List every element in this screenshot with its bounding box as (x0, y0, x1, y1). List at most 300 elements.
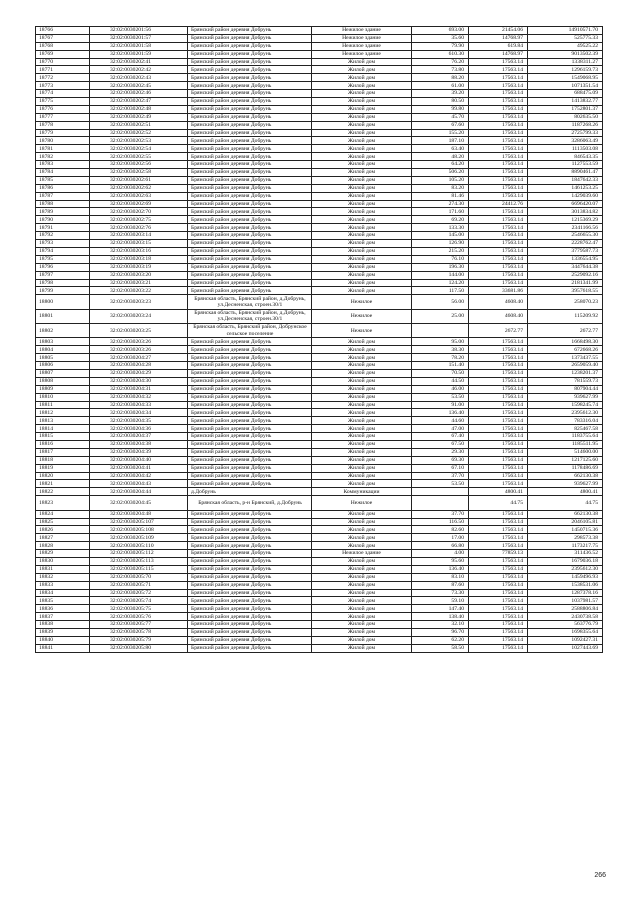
unit-cost-cell: 17563.14 (469, 542, 528, 550)
unit-cost-cell: 17563.14 (469, 176, 528, 184)
table-row (36, 534, 603, 542)
row-number-cell: 18803 (36, 338, 90, 346)
row-number-cell: 18797 (36, 271, 90, 279)
cadastral-value-cell: 939627.99 (528, 480, 603, 488)
cadastral-value-cell: 2430738.58 (528, 613, 603, 621)
cadastral-number-cell: 32:02:0030202:47 (90, 98, 188, 106)
address-cell: Брянский район деревня Добрунь (188, 121, 312, 129)
address-cell: Брянский район деревня Добрунь (188, 34, 312, 42)
object-type-cell: Жилой дом (312, 121, 412, 129)
unit-cost-cell: 17563.14 (469, 224, 528, 232)
object-type-cell: Коммуникации (312, 488, 412, 496)
cadastral-value-cell: 3286063.49 (528, 137, 603, 145)
row-number-cell: 18816 (36, 441, 90, 449)
cadastral-number-cell: 32:02:0030202:53 (90, 137, 188, 145)
area-cell: 67.60 (412, 121, 469, 129)
cadastral-number-cell: 32:02:0030202:41 (90, 58, 188, 66)
address-cell: Брянский район деревня Добрунь (188, 161, 312, 169)
row-number-cell: 18811 (36, 401, 90, 409)
table-row (36, 216, 603, 224)
table-row (36, 636, 603, 644)
object-type-cell: Жилой дом (312, 90, 412, 98)
cadastral-number-cell: 32:02:0030204:38 (90, 441, 188, 449)
area-cell: 48.20 (412, 153, 469, 161)
unit-cost-cell: 17563.14 (469, 137, 528, 145)
object-type-cell: Жилой дом (312, 417, 412, 425)
table-row (36, 613, 603, 621)
unit-cost-cell: 17563.14 (469, 644, 528, 652)
unit-cost-cell: 77859.13 (469, 550, 528, 558)
cadastral-number-cell: 32:02:0030202:42 (90, 66, 188, 74)
cadastral-number-cell: 32:02:0030204:29 (90, 370, 188, 378)
address-cell: Брянский район деревня Добрунь (188, 354, 312, 362)
area-cell: 61.00 (412, 82, 469, 90)
cadastral-number-cell: 32:02:0030201:59 (90, 50, 188, 58)
area-cell: 70.50 (412, 370, 469, 378)
page-number: 266 (594, 872, 606, 879)
area-cell: 95.60 (412, 558, 469, 566)
table-row (36, 496, 603, 510)
row-number-cell: 18776 (36, 105, 90, 113)
cadastral-number-cell: 32:02:0030202:52 (90, 129, 188, 137)
object-type-cell: Жилой дом (312, 192, 412, 200)
unit-cost-cell: 17563.14 (469, 271, 528, 279)
address-cell: Брянский район деревня Добрунь (188, 145, 312, 153)
cadastral-number-cell: 32:02:0030203:26 (90, 346, 188, 354)
address-cell: Брянский район деревня Добрунь (188, 255, 312, 263)
area-cell: 32.10 (412, 621, 469, 629)
cadastral-number-cell: 32:02:0030202:48 (90, 105, 188, 113)
address-cell: Брянская область, Брянский район, д.Добрунь, ул.Десненская, строен.30/1 (188, 309, 312, 323)
cadastral-value-cell: 939627.99 (528, 393, 603, 401)
cadastral-value-cell: 1238201.37 (528, 370, 603, 378)
area-cell: 83.20 (412, 184, 469, 192)
address-cell: Брянский район деревня Добрунь (188, 456, 312, 464)
unit-cost-cell: 4608.40 (469, 309, 528, 323)
row-number-cell: 18812 (36, 409, 90, 417)
table-body (36, 27, 603, 653)
table-row (36, 573, 603, 581)
cadastral-number-cell: 32:02:0030202:46 (90, 90, 188, 98)
cadastral-number-cell: 32:02:0030201:56 (90, 27, 188, 35)
area-cell: 37.70 (412, 510, 469, 518)
cadastral-number-cell: 32:02:0030205:74 (90, 597, 188, 605)
cadastral-value-cell: 807904.44 (528, 385, 603, 393)
unit-cost-cell: 17563.14 (469, 589, 528, 597)
area-cell: 81.46 (412, 192, 469, 200)
table-row (36, 542, 603, 550)
object-type-cell: Жилой дом (312, 145, 412, 153)
table-row (36, 338, 603, 346)
cadastral-value-cell: 3779587.73 (528, 247, 603, 255)
address-cell: Брянский район деревня Добрунь (188, 240, 312, 248)
cadastral-number-cell: 32:02:0030202:49 (90, 113, 188, 121)
row-number-cell: 18779 (36, 129, 90, 137)
unit-cost-cell: 17563.14 (469, 98, 528, 106)
object-type-cell: Жилой дом (312, 510, 412, 518)
address-cell: Брянский район деревня Добрунь (188, 629, 312, 637)
address-cell: Брянский район деревня Добрунь (188, 472, 312, 480)
cadastral-number-cell: 32:02:0030204:33 (90, 401, 188, 409)
cadastral-number-cell: 32:02:0030202:75 (90, 216, 188, 224)
cadastral-number-cell: 32:02:0030203:20 (90, 271, 188, 279)
area-cell: 138.40 (412, 613, 469, 621)
address-cell: Брянский район деревня Добрунь (188, 263, 312, 271)
area-cell: 82.60 (412, 526, 469, 534)
table-row (36, 50, 603, 58)
area-cell: 105.20 (412, 176, 469, 184)
area-cell: 53.50 (412, 393, 469, 401)
cadastral-value-cell: 1752801.37 (528, 105, 603, 113)
object-type-cell: Жилой дом (312, 137, 412, 145)
object-type-cell: Жилой дом (312, 605, 412, 613)
cadastral-number-cell: 32:02:0030204:28 (90, 362, 188, 370)
row-number-cell: 18813 (36, 417, 90, 425)
table-row (36, 224, 603, 232)
area-cell: 171.60 (412, 208, 469, 216)
row-number-cell: 18767 (36, 34, 90, 42)
address-cell: Брянский район деревня Добрунь (188, 480, 312, 488)
cadastral-value-cell: 672668.26 (528, 346, 603, 354)
cadastral-value-cell: 1698355.64 (528, 629, 603, 637)
row-number-cell: 18818 (36, 456, 90, 464)
table-row (36, 184, 603, 192)
row-number-cell: 18824 (36, 510, 90, 518)
object-type-cell: Жилой дом (312, 393, 412, 401)
cadastral-number-cell: 32:02:0030202:51 (90, 121, 188, 129)
unit-cost-cell: 17563.14 (469, 613, 528, 621)
row-number-cell: 18793 (36, 240, 90, 248)
row-number-cell: 18804 (36, 346, 90, 354)
object-type-cell: Жилой дом (312, 480, 412, 488)
cadastral-number-cell: 32:02:0030204:39 (90, 448, 188, 456)
area-cell: 76.10 (412, 255, 469, 263)
address-cell: Брянский район деревня Добрунь (188, 338, 312, 346)
row-number-cell: 18836 (36, 605, 90, 613)
row-number-cell: 18835 (36, 597, 90, 605)
cadastral-value-cell: 1187268.26 (528, 121, 603, 129)
object-type-cell: Нежилое здание (312, 27, 412, 35)
unit-cost-cell: 17563.14 (469, 247, 528, 255)
cadastral-value-cell: 3957618.55 (528, 287, 603, 295)
address-cell: Брянский район деревня Добрунь (188, 433, 312, 441)
cadastral-number-cell: 32:02:0030204:31 (90, 385, 188, 393)
row-number-cell: 18809 (36, 385, 90, 393)
cadastral-number-cell: 32:02:0030204:27 (90, 354, 188, 362)
area-cell: 67.10 (412, 464, 469, 472)
cadastral-value-cell: 49525.22 (528, 42, 603, 50)
object-type-cell: Нежилое здание (312, 34, 412, 42)
area-cell: 610.30 (412, 50, 469, 58)
row-number-cell: 18815 (36, 433, 90, 441)
cadastral-value-cell: 662130.38 (528, 510, 603, 518)
area-cell: 87.60 (412, 581, 469, 589)
unit-cost-cell: 14768.97 (469, 50, 528, 58)
address-cell: Брянский район деревня Добрунь (188, 82, 312, 90)
unit-cost-cell: 17563.14 (469, 581, 528, 589)
object-type-cell: Нежилое (312, 496, 412, 510)
table-row (36, 271, 603, 279)
address-cell: Брянский район деревня Добрунь (188, 137, 312, 145)
row-number-cell: 18787 (36, 192, 90, 200)
table-row (36, 105, 603, 113)
cadastral-value-cell: 9013502.39 (528, 50, 603, 58)
area-cell: 29.30 (412, 448, 469, 456)
unit-cost-cell: 17563.14 (469, 161, 528, 169)
area-cell: 693.00 (412, 27, 469, 35)
unit-cost-cell: 17563.14 (469, 433, 528, 441)
unit-cost-cell: 2672.77 (469, 324, 528, 338)
object-type-cell: Жилой дом (312, 255, 412, 263)
table-row (36, 448, 603, 456)
address-cell: Брянский район деревня Добрунь (188, 441, 312, 449)
object-type-cell: Жилой дом (312, 425, 412, 433)
address-cell: Брянский район деревня Добрунь (188, 550, 312, 558)
cadastral-value-cell: 688475.09 (528, 90, 603, 98)
table-row (36, 58, 603, 66)
object-type-cell: Жилой дом (312, 636, 412, 644)
row-number-cell: 18784 (36, 169, 90, 177)
area-cell: 67.50 (412, 441, 469, 449)
table-row (36, 208, 603, 216)
object-type-cell: Жилой дом (312, 74, 412, 82)
unit-cost-cell: 17563.14 (469, 66, 528, 74)
cadastral-number-cell: 32:02:0030204:48 (90, 510, 188, 518)
area-cell: 187.10 (412, 137, 469, 145)
area-cell: 124.20 (412, 279, 469, 287)
unit-cost-cell: 17563.14 (469, 192, 528, 200)
cadastral-number-cell: 32:02:0030205:80 (90, 644, 188, 652)
cadastral-value-cell: 1338311.27 (528, 58, 603, 66)
unit-cost-cell: 17563.14 (469, 263, 528, 271)
address-cell: Брянский район деревня Добрунь (188, 385, 312, 393)
area-cell: 67.40 (412, 433, 469, 441)
row-number-cell: 18795 (36, 255, 90, 263)
cadastral-value-cell: 1092427.31 (528, 636, 603, 644)
address-cell: Брянский район деревня Добрунь (188, 573, 312, 581)
address-cell: Брянский район деревня Добрунь (188, 526, 312, 534)
cadastral-number-cell: 32:02:0030204:34 (90, 409, 188, 417)
row-number-cell: 18817 (36, 448, 90, 456)
address-cell: Брянский район деревня Добрунь (188, 50, 312, 58)
cadastral-number-cell: 32:02:0030205:107 (90, 518, 188, 526)
unit-cost-cell: 17563.14 (469, 605, 528, 613)
cadastral-value-cell: 1071351.54 (528, 82, 603, 90)
object-type-cell: Жилой дом (312, 82, 412, 90)
cadastral-value-cell: 781559.73 (528, 377, 603, 385)
address-cell: Брянский район деревня Добрунь (188, 74, 312, 82)
cadastral-number-cell: 32:02:0030204:43 (90, 480, 188, 488)
address-cell: Брянский район деревня Добрунь (188, 224, 312, 232)
object-type-cell: Жилой дом (312, 208, 412, 216)
address-cell: Брянский район деревня Добрунь (188, 247, 312, 255)
address-cell: д.Добрунь (188, 488, 312, 496)
row-number-cell: 18778 (36, 121, 90, 129)
address-cell: Брянский район деревня Добрунь (188, 597, 312, 605)
cadastral-number-cell: 32:02:0030205:72 (90, 589, 188, 597)
unit-cost-cell: 17563.14 (469, 518, 528, 526)
address-cell: Брянский район деревня Добрунь (188, 98, 312, 106)
cadastral-number-cell: 32:02:0030205:78 (90, 629, 188, 637)
cadastral-value-cell: 115209.92 (528, 309, 603, 323)
table-row (36, 287, 603, 295)
unit-cost-cell: 21454.06 (469, 27, 528, 35)
object-type-cell: Жилой дом (312, 200, 412, 208)
row-number-cell: 18791 (36, 224, 90, 232)
area-cell: 44.50 (412, 377, 469, 385)
cadastral-number-cell: 32:02:0030201:57 (90, 34, 188, 42)
cadastral-number-cell: 32:02:0030205:113 (90, 558, 188, 566)
address-cell: Брянская область, р-н Брянский, д.Добрунь (188, 496, 312, 510)
unit-cost-cell: 17563.14 (469, 208, 528, 216)
row-number-cell: 18774 (36, 90, 90, 98)
address-cell: Брянский район деревня Добрунь (188, 346, 312, 354)
cadastral-value-cell: 802635.50 (528, 113, 603, 121)
row-number-cell: 18773 (36, 82, 90, 90)
address-cell: Брянский район деревня Добрунь (188, 425, 312, 433)
cadastral-number-cell: 32:02:0030205:110 (90, 542, 188, 550)
address-cell: Брянский район деревня Добрунь (188, 558, 312, 566)
object-type-cell: Жилой дом (312, 370, 412, 378)
cadastral-value-cell: 2529092.16 (528, 271, 603, 279)
area-cell: 76.20 (412, 58, 469, 66)
row-number-cell: 18820 (36, 472, 90, 480)
area-cell: 44.60 (412, 417, 469, 425)
object-type-cell: Жилой дом (312, 287, 412, 295)
cadastral-value-cell: 1429039.60 (528, 192, 603, 200)
table-row (36, 629, 603, 637)
object-type-cell: Нежилое здание (312, 50, 412, 58)
cadastral-number-cell: 32:02:0030202:70 (90, 208, 188, 216)
address-cell: Брянская область, Брянский район, д.Добрунь, ул.Десненская, строен.30/1 (188, 295, 312, 309)
cadastral-value-cell: 14910571.70 (528, 27, 603, 35)
object-type-cell: Жилой дом (312, 448, 412, 456)
cadastral-number-cell: 32:02:0030204:42 (90, 472, 188, 480)
cadastral-number-cell: 32:02:0030205:71 (90, 581, 188, 589)
cadastral-number-cell: 32:02:0030204:41 (90, 464, 188, 472)
address-cell: Брянский район деревня Добрунь (188, 518, 312, 526)
row-number-cell: 18771 (36, 66, 90, 74)
registry-sheet (35, 26, 602, 653)
table-row (36, 464, 603, 472)
area-cell: 73.30 (412, 589, 469, 597)
area-cell: 69.20 (412, 216, 469, 224)
unit-cost-cell: 17563.14 (469, 573, 528, 581)
table-row (36, 82, 603, 90)
address-cell: Брянский район деревня Добрунь (188, 417, 312, 425)
table-row (36, 472, 603, 480)
address-cell: Брянский район деревня Добрунь (188, 176, 312, 184)
unit-cost-cell: 17563.14 (469, 58, 528, 66)
unit-cost-cell: 17563.14 (469, 169, 528, 177)
object-type-cell: Жилой дом (312, 441, 412, 449)
row-number-cell: 18769 (36, 50, 90, 58)
table-row (36, 417, 603, 425)
unit-cost-cell: 17563.14 (469, 145, 528, 153)
cadastral-value-cell: 1679036.18 (528, 558, 603, 566)
address-cell: Брянский район деревня Добрунь (188, 42, 312, 50)
row-number-cell: 18801 (36, 309, 90, 323)
area-cell: 99.80 (412, 105, 469, 113)
address-cell: Брянский район деревня Добрунь (188, 409, 312, 417)
area-cell: 37.70 (412, 472, 469, 480)
row-number-cell: 18825 (36, 518, 90, 526)
cadastral-value-cell: 311436.52 (528, 550, 603, 558)
cadastral-number-cell: 32:02:0030202:63 (90, 192, 188, 200)
row-number-cell: 18829 (36, 550, 90, 558)
area-cell: 73.80 (412, 66, 469, 74)
unit-cost-cell: 17563.14 (469, 377, 528, 385)
address-cell: Брянский район деревня Добрунь (188, 589, 312, 597)
address-cell: Брянский район деревня Добрунь (188, 271, 312, 279)
cadastral-value-cell: 2181341.99 (528, 279, 603, 287)
cadastral-number-cell: 32:02:0030203:15 (90, 240, 188, 248)
address-cell: Брянский район деревня Добрунь (188, 90, 312, 98)
row-number-cell: 18785 (36, 176, 90, 184)
cadastral-value-cell: 1413832.77 (528, 98, 603, 106)
cadastral-value-cell: 2228762.47 (528, 240, 603, 248)
area-cell: 64.20 (412, 161, 469, 169)
unit-cost-cell: 17563.14 (469, 401, 528, 409)
object-type-cell: Жилой дом (312, 169, 412, 177)
row-number-cell: 18837 (36, 613, 90, 621)
object-type-cell: Жилой дом (312, 216, 412, 224)
table-row (36, 137, 603, 145)
unit-cost-cell: 33681.86 (469, 287, 528, 295)
table-row (36, 98, 603, 106)
unit-cost-cell: 17563.14 (469, 362, 528, 370)
area-cell: 17.00 (412, 534, 469, 542)
cadastral-number-cell: 32:02:0030203:19 (90, 263, 188, 271)
object-type-cell: Жилой дом (312, 362, 412, 370)
row-number-cell: 18830 (36, 558, 90, 566)
object-type-cell: Жилой дом (312, 176, 412, 184)
address-cell: Брянский район деревня Добрунь (188, 401, 312, 409)
object-type-cell: Жилой дом (312, 597, 412, 605)
unit-cost-cell: 17563.14 (469, 105, 528, 113)
unit-cost-cell: 17563.14 (469, 456, 528, 464)
table-row (36, 74, 603, 82)
table-row (36, 488, 603, 496)
cadastral-value-cell: 2588806.84 (528, 605, 603, 613)
address-cell: Брянский район деревня Добрунь (188, 27, 312, 35)
row-number-cell: 18790 (36, 216, 90, 224)
cadastral-number-cell: 32:02:0030203:21 (90, 279, 188, 287)
object-type-cell: Жилой дом (312, 581, 412, 589)
table-row (36, 565, 603, 573)
object-type-cell: Жилой дом (312, 279, 412, 287)
area-cell: 196.30 (412, 263, 469, 271)
cadastral-number-cell: 32:02:0030204:32 (90, 393, 188, 401)
unit-cost-cell: 17563.14 (469, 232, 528, 240)
address-cell: Брянский район деревня Добрунь (188, 565, 312, 573)
cadastral-value-cell: 2046105.81 (528, 518, 603, 526)
cadastral-number-cell: 32:02:0030205:75 (90, 605, 188, 613)
object-type-cell: Жилой дом (312, 377, 412, 385)
area-cell: 78.20 (412, 354, 469, 362)
table-row (36, 456, 603, 464)
object-type-cell: Жилой дом (312, 58, 412, 66)
table-row (36, 597, 603, 605)
area-cell: 88.20 (412, 74, 469, 82)
address-cell: Брянский район деревня Добрунь (188, 184, 312, 192)
table-row (36, 385, 603, 393)
unit-cost-cell: 17563.14 (469, 526, 528, 534)
unit-cost-cell: 17563.14 (469, 510, 528, 518)
row-number-cell: 18782 (36, 153, 90, 161)
object-type-cell: Жилой дом (312, 98, 412, 106)
area-cell: 95.00 (412, 338, 469, 346)
